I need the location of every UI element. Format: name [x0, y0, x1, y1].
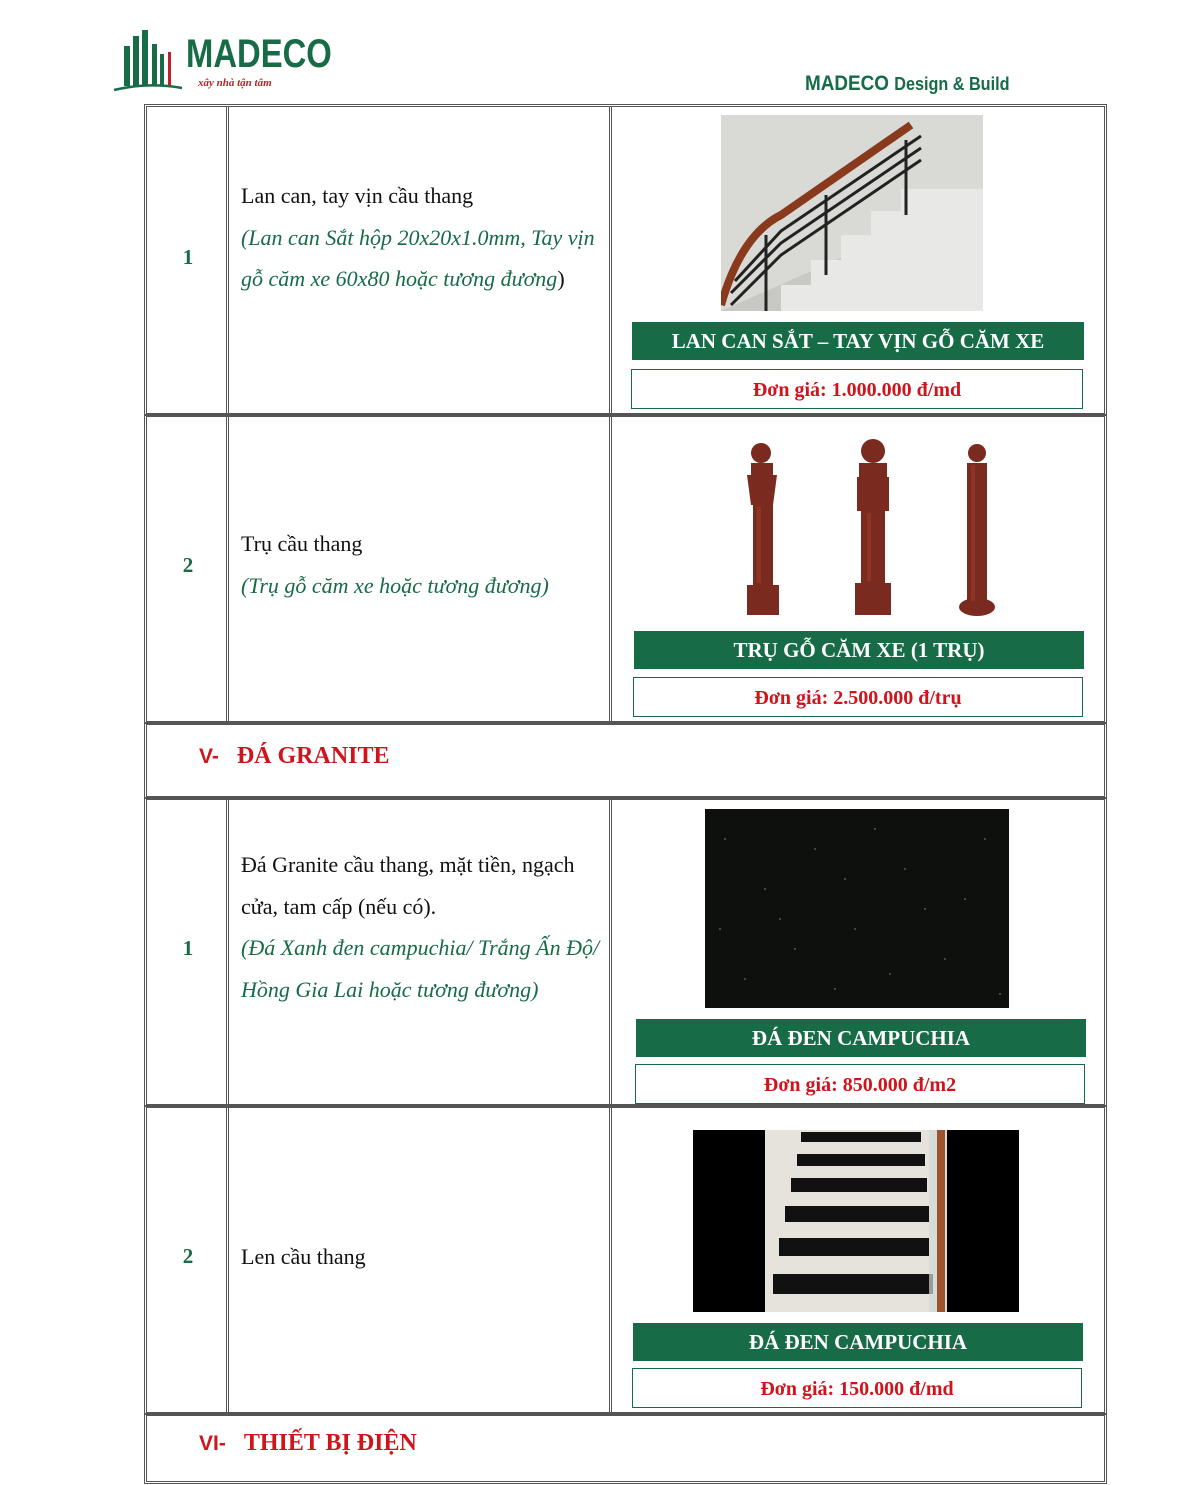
product-banner: LAN CAN SẮT – TAY VỊN GỖ CĂM XE [632, 322, 1084, 360]
stair-railing-photo [721, 115, 983, 311]
row-number: 2 [182, 1244, 194, 1268]
brand-title [805, 72, 1009, 96]
granite-stairs-photo [693, 1130, 1019, 1312]
section-row [144, 722, 1107, 799]
brand-subtitle: Design & Build [894, 74, 1010, 94]
table-row [144, 1105, 1107, 1415]
row-description [241, 1236, 611, 1278]
table-row [144, 797, 1107, 1107]
row-description [241, 523, 611, 606]
section-number: V- [199, 745, 219, 768]
unit-price: Đơn giá: 2.500.000 đ/trụ [633, 677, 1083, 717]
unit-price: Đơn giá: 150.000 đ/md [632, 1368, 1082, 1408]
item-spec: (Trụ gỗ căm xe hoặc tương đương) [241, 572, 549, 598]
section-title: ĐÁ GRANITE [236, 743, 390, 769]
item-title: Đá Granite cầu thang, mặt tiền, ngạch cửa, tam cấp (nếu có). [241, 852, 575, 919]
logo-tagline: xây nhà tận tâm [198, 77, 272, 89]
section-heading [199, 743, 390, 770]
item-title: Trụ cầu thang [241, 531, 363, 556]
item-spec: (Lan can Sắt hộp 20x20x1.0mm, Tay vịn gỗ căm xe 60x80 hoặc tương đương [241, 224, 595, 291]
unit-price: Đơn giá: 1.000.000 đ/md [631, 369, 1083, 409]
item-spec: (Đá Xanh đen campuchia/ Trắng Ấn Độ/ Hồng Gia Lai hoặc tương đương) [241, 935, 600, 1002]
black-granite-photo [705, 809, 1009, 1008]
row-description [241, 175, 611, 300]
logo-text: MADECO [186, 32, 332, 76]
item-spec-close: ) [557, 266, 565, 291]
table-row [144, 414, 1107, 724]
unit-price: Đơn giá: 850.000 đ/m2 [635, 1064, 1085, 1104]
item-title: Len cầu thang [241, 1244, 366, 1269]
product-banner: ĐÁ ĐEN CAMPUCHIA [633, 1323, 1083, 1361]
product-banner: ĐÁ ĐEN CAMPUCHIA [636, 1019, 1086, 1057]
madeco-logo-icon [112, 26, 184, 96]
price-table [144, 104, 1107, 1484]
row-number: 1 [182, 245, 194, 269]
newel-posts-photo [733, 435, 1003, 620]
madeco-logo [112, 26, 332, 96]
row-number: 1 [182, 936, 194, 960]
brand-name: MADECO [805, 72, 890, 95]
section-heading [199, 1430, 417, 1457]
section-number: VI- [199, 1432, 226, 1455]
table-row [144, 104, 1107, 416]
row-description [241, 844, 611, 1010]
product-banner: TRỤ GỖ CĂM XE (1 TRỤ) [634, 631, 1084, 669]
row-number: 2 [182, 553, 194, 577]
item-title: Lan can, tay vịn cầu thang [241, 183, 474, 208]
section-title: THIẾT BỊ ĐIỆN [243, 1430, 417, 1456]
section-row [144, 1413, 1107, 1484]
